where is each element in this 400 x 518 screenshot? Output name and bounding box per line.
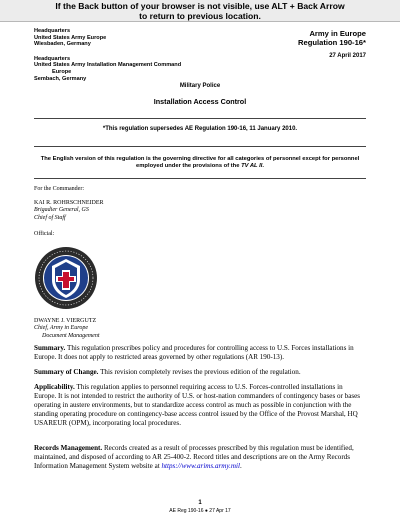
page-number: 1 [198,500,202,506]
divider-top [34,118,366,119]
official-label: Official: [34,231,55,237]
applicability-text: This regulation applies to personnel requiring access to U.S. Forces-controlled installations in Europe. It is not intended to restrict the authority of U.S. or host-nation commanders of contingency bases or bases operating in austere environments, but to standardize access control as much as possible in conjunction with the standing operating procedure on contingency-base access control issued by the Office of the Provost Marshal, HQ USAREUR (OPM), incorporating local procedures. [34,383,361,427]
topic-heading: Military Police [179,83,221,89]
summary-paragraph [34,344,366,362]
summary-of-change-paragraph [34,368,366,377]
summary-change-text: This revision completely revises the previous edition of the regulation. [98,368,301,376]
supersede-note: *This regulation supersedes AE Regulation 190-16, 11 January 2010. [102,126,298,132]
english-text: The English version of this regulation is the governing directive for all categories of personnel except for personnel employed under the provisions of the [40,156,360,170]
usareur-seal-icon [34,246,98,310]
signer1-name: KAI R. ROHRSCHNEIDER [34,200,104,206]
banner-line-2: to return to previous location. [139,11,261,21]
summary-change-label: Summary of Change. [34,368,99,376]
english-version-note [34,156,366,170]
signer1-title: Chief of Staff [34,214,66,221]
divider-bottom [34,178,366,179]
hq1-location: Wiesbaden, Germany [34,41,91,48]
signer2-title-2: Document Management [42,332,100,339]
hq2-org: United States Army Installation Management Command [34,62,182,69]
document-title: Installation Access Control [153,97,247,106]
records-label: Records Management. [34,444,103,452]
hq1-org: United States Army Europe [34,34,107,41]
headquarters-block [34,28,181,82]
summary-label: Summary. [34,344,66,352]
signer1-rank: Brigadier General, GS [34,207,89,214]
banner-line-1: If the Back button of your browser is not visible, use ALT + Back Arrow [55,1,345,11]
for-commander-label: For the Commander: [34,186,84,192]
arims-link[interactable]: https://www.arims.army.mil [161,461,240,470]
divider-middle [34,146,366,147]
summary-text: This regulation prescribes policy and procedures for controlling access to U.S. Forces installations in Europe. It does not apply to restricted areas governed by other regulations (AR 190-13). [34,344,354,361]
hq2-label: Headquarters [34,55,71,62]
applicability-paragraph [34,383,366,428]
reg-line-1: Army in Europe [309,29,366,38]
browser-back-banner [0,0,400,22]
hq2-location: Sembach, Germany [34,75,87,82]
records-management-paragraph [34,444,366,471]
reg-line-2: Regulation 190-16* [298,38,366,48]
signature-block-1 [34,200,104,222]
english-end: . [262,163,264,170]
regulation-number [298,29,366,48]
records-text: Records created as a result of processes prescribed by this regulation must be identified, maintained, and disposed of according to AR 25-400-2. Record titles and descriptions are on the Army Records Information Management System website at [34,444,354,470]
signer2-name: DWAYNE J. VIERGUTZ [34,318,97,324]
english-tval: TV AL II [241,163,263,170]
records-end: . [239,461,242,470]
hq1-label: Headquarters [34,28,71,34]
signer2-title-1: Chief, Army in Europe [34,325,88,332]
regulation-date: 27 April 2017 [329,53,366,59]
signature-block-2 [34,318,99,340]
hq2-org-europe: Europe [52,68,72,75]
page-footer-reference: AE Reg 190-16 ● 27 Apr 17 [169,508,231,514]
applicability-label: Applicability. [34,383,75,391]
